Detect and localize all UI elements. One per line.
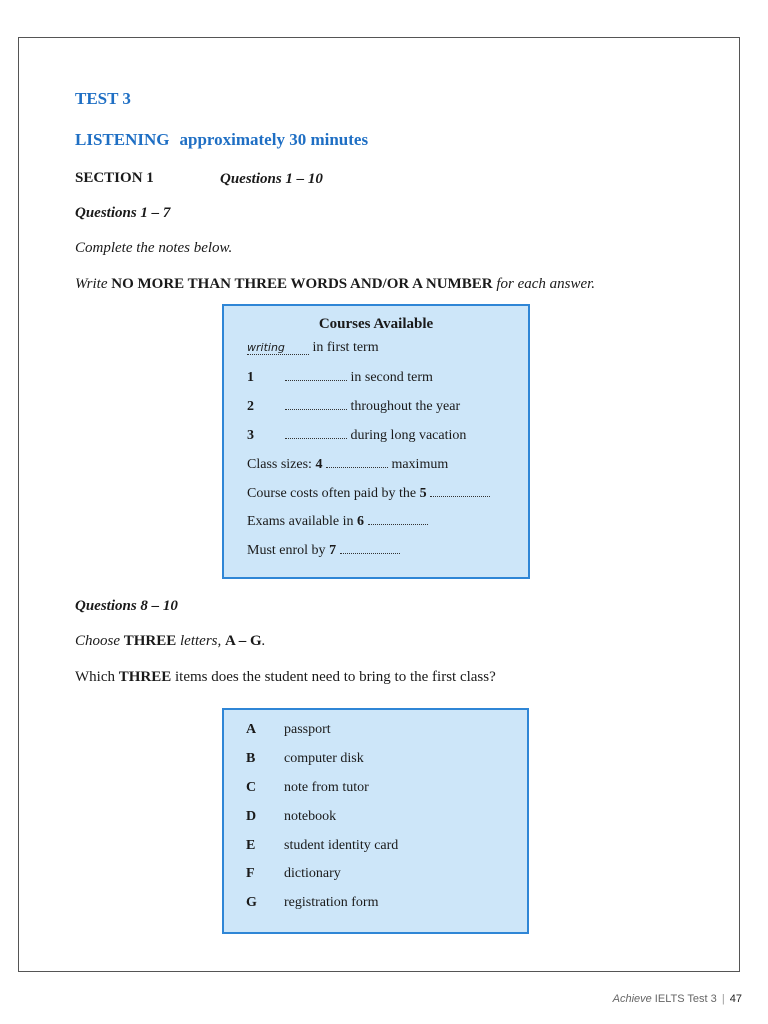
answer-blank[interactable] [285, 428, 347, 439]
answer-blank[interactable] [285, 399, 347, 410]
question-number: 2 [247, 399, 254, 414]
instruction-complete-notes: Complete the notes below. [75, 240, 233, 256]
question-number: 1 [247, 370, 254, 385]
section-questions: Questions 1 – 10 [220, 171, 323, 187]
question-number: 7 [329, 543, 337, 558]
instruction-text: Choose [75, 633, 124, 649]
answer-blank[interactable] [285, 370, 347, 381]
option-letter: C [246, 780, 257, 795]
option-text: note from tutor [284, 780, 369, 795]
options-box [222, 708, 529, 934]
option-e[interactable] [246, 838, 398, 854]
listening-label: LISTENING [75, 130, 170, 149]
note-text: during long vacation [350, 428, 467, 443]
question-number: 4 [315, 457, 323, 472]
questions-8-10-heading: Questions 8 – 10 [75, 598, 178, 614]
option-text: passport [284, 722, 331, 737]
option-letter: A [246, 722, 257, 737]
footer-brand: Achieve [612, 993, 652, 1005]
instruction-text: letters, [176, 633, 226, 649]
answer-blank[interactable] [326, 457, 388, 468]
footer-title: IELTS Test 3 [651, 993, 717, 1005]
option-letter: D [246, 809, 257, 824]
footer-separator: | [721, 993, 725, 1005]
question-number: 3 [247, 428, 254, 443]
note-row-1 [247, 370, 433, 386]
question-prompt [75, 669, 496, 686]
listening-title [75, 130, 368, 150]
example-answer: writing [247, 341, 309, 355]
question-text: Which [75, 669, 119, 685]
answer-blank[interactable] [430, 486, 490, 497]
instruction-text: Write [75, 276, 112, 292]
option-text: notebook [284, 809, 337, 824]
note-text: Exams available in [247, 514, 358, 529]
instruction-bold: A – G [225, 633, 262, 649]
option-text: student identity card [284, 838, 399, 853]
note-example [247, 340, 379, 356]
option-letter: E [246, 838, 256, 853]
note-class-sizes [247, 457, 448, 473]
note-enrol [247, 543, 400, 559]
question-number: 5 [419, 486, 427, 501]
option-b[interactable] [246, 751, 364, 767]
note-exams [247, 514, 428, 530]
note-text: in second term [350, 370, 433, 385]
option-a[interactable] [246, 722, 331, 738]
instruction-bold: THREE [123, 633, 177, 649]
option-letter: F [246, 866, 255, 881]
note-text: in first term [312, 340, 379, 355]
option-f[interactable] [246, 866, 341, 882]
note-text: Must enrol by [247, 543, 330, 558]
note-course-costs [247, 486, 490, 502]
page-footer [613, 993, 742, 1005]
listening-time: approximately 30 minutes [179, 130, 369, 149]
note-row-3 [247, 428, 466, 444]
instruction-text: for each answer. [492, 276, 596, 292]
question-text: items does the student need to bring to the first class? [171, 669, 496, 685]
instruction-text: . [261, 633, 266, 649]
note-text: Class sizes: [247, 457, 316, 472]
option-text: dictionary [284, 866, 341, 881]
instruction-choose-letters [75, 633, 265, 650]
question-bold: THREE [118, 669, 172, 685]
questions-1-7-heading: Questions 1 – 7 [75, 205, 171, 221]
note-text: maximum [391, 457, 449, 472]
option-letter: G [246, 895, 257, 910]
notes-box [222, 304, 530, 579]
option-d[interactable] [246, 809, 336, 825]
question-number: 6 [357, 514, 365, 529]
option-letter: B [246, 751, 256, 766]
note-text: throughout the year [350, 399, 461, 414]
option-g[interactable] [246, 895, 378, 911]
option-c[interactable] [246, 780, 369, 796]
answer-blank[interactable] [368, 514, 428, 525]
answer-blank[interactable] [340, 543, 400, 554]
instruction-bold: NO MORE THAN THREE WORDS AND/OR A NUMBER [111, 276, 493, 292]
page-number: 47 [729, 993, 742, 1005]
note-text: Course costs often paid by the [247, 486, 420, 501]
instruction-word-limit [75, 276, 595, 293]
option-text: computer disk [284, 751, 364, 766]
test-title: TEST 3 [75, 89, 131, 108]
section-label: SECTION 1 [75, 170, 154, 186]
notes-title: Courses Available [318, 316, 434, 332]
option-text: registration form [284, 895, 379, 910]
note-row-2 [247, 399, 460, 415]
